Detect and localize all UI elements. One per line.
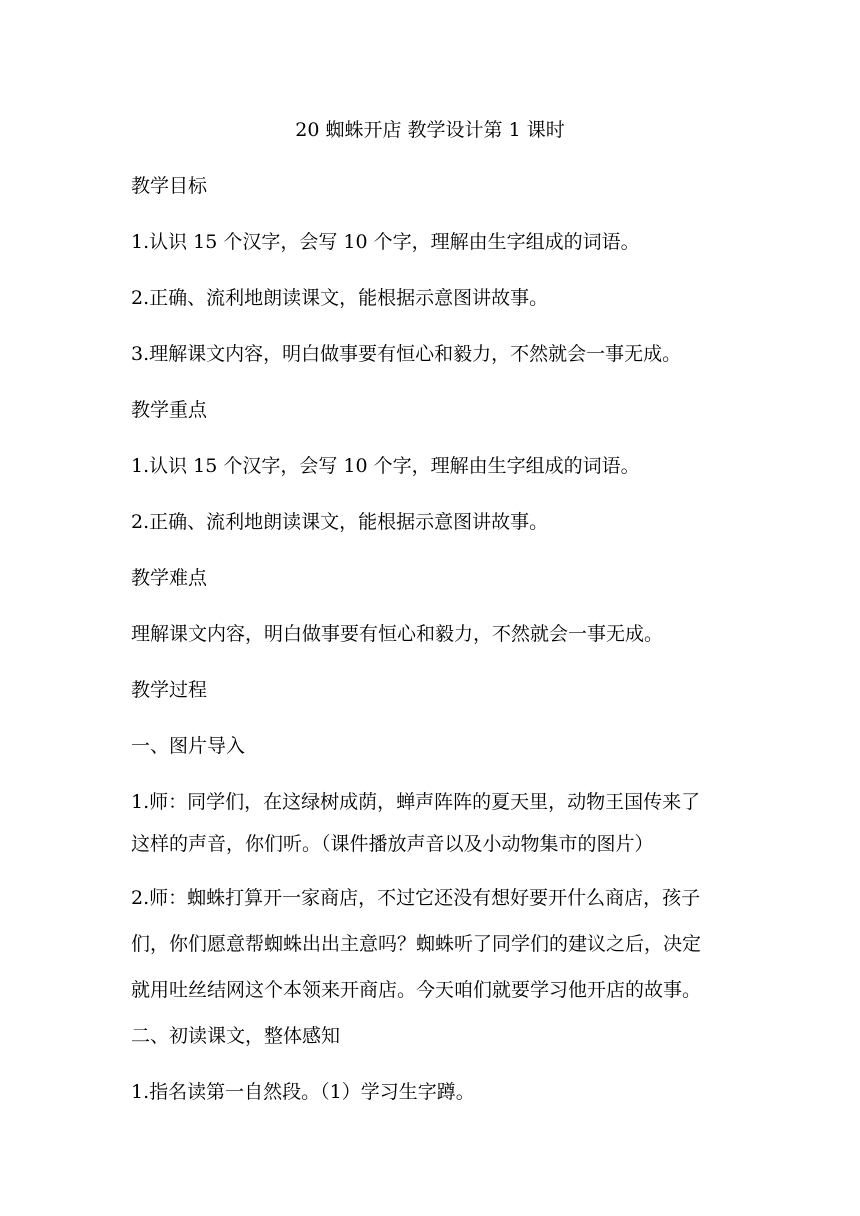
paragraph-line: 就用吐丝结网这个本领来开商店。今天咱们就要学习他开店的故事。: [131, 979, 702, 1001]
document-title: 20 蜘蛛开店 教学设计第 1 课时: [295, 119, 565, 141]
paragraph-line: 1.师：同学们，在这绿树成荫，蝉声阵阵的夏天里，动物王国传来了: [131, 791, 701, 813]
objectives-heading: 教学目标: [131, 175, 208, 197]
objective-item: 1.认识 15 个汉字，会写 10 个字，理解由生字组成的词语。: [131, 231, 640, 253]
paragraph-line: 2.师：蜘蛛打算开一家商店，不过它还没有想好要开什么商店，孩子: [131, 887, 701, 909]
difficulty-heading: 教学难点: [131, 567, 208, 589]
key-point-item: 1.认识 15 个汉字，会写 10 个字，理解由生字组成的词语。: [131, 455, 640, 477]
process-heading: 教学过程: [131, 679, 208, 701]
key-point-item: 2.正确、流利地朗读课文，能根据示意图讲故事。: [131, 511, 549, 533]
difficulty-text: 理解课文内容，明白做事要有恒心和毅力，不然就会一事无成。: [131, 623, 664, 645]
paragraph-line: 这样的声音，你们听。（课件播放声音以及小动物集市的图片）: [131, 833, 654, 855]
objective-item: 2.正确、流利地朗读课文，能根据示意图讲故事。: [131, 287, 549, 309]
part1-heading: 一、图片导入: [131, 735, 246, 757]
objective-item: 3.理解课文内容，明白做事要有恒心和毅力，不然就会一事无成。: [131, 343, 682, 365]
paragraph-line: 们，你们愿意帮蜘蛛出出主意吗？蜘蛛听了同学们的建议之后，决定: [131, 933, 702, 955]
key-points-heading: 教学重点: [131, 399, 208, 421]
paragraph-line: 1.指名读第一自然段。（1）学习生字蹲。: [131, 1081, 475, 1103]
part2-heading: 二、初读课文，整体感知: [131, 1025, 341, 1047]
